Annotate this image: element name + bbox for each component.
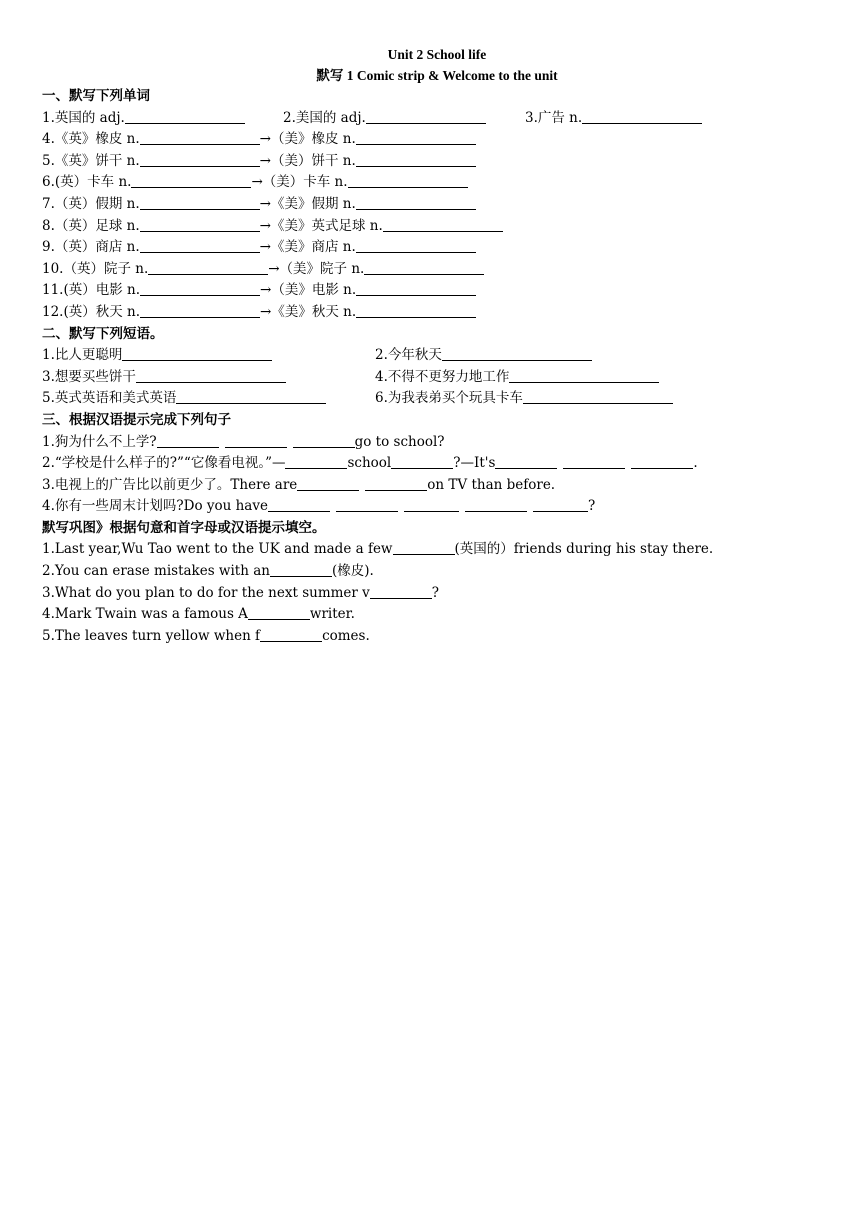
answer-blank[interactable] xyxy=(356,195,476,210)
item-label: 6.为我表弟买个玩具卡车 xyxy=(375,390,523,407)
item-label: 5.英式英语和美式英语 xyxy=(42,390,177,407)
answer-blank[interactable] xyxy=(356,281,476,296)
answer-blank[interactable] xyxy=(356,238,476,253)
vocab-pair-row xyxy=(42,194,832,216)
answer-blank[interactable] xyxy=(297,476,359,491)
sentence-3 xyxy=(42,475,832,497)
item-label: 7.（英）假期 n. xyxy=(42,195,140,212)
answer-blank[interactable] xyxy=(136,368,286,383)
item-label: →（美》橡皮 n. xyxy=(259,131,356,148)
answer-blank[interactable] xyxy=(391,454,453,469)
answer-blank[interactable] xyxy=(442,346,592,361)
sentence-text: (橡皮). xyxy=(331,563,374,580)
sentence-text: school xyxy=(347,455,392,472)
sentence-text: 4.Mark Twain was a famous A xyxy=(42,606,248,623)
answer-blank[interactable] xyxy=(293,433,355,448)
sentence-text: ?—It's xyxy=(453,455,496,472)
sentence-text: on TV than before. xyxy=(427,476,556,493)
item-label: 4.《英》橡皮 n. xyxy=(42,131,140,148)
vocab-pair-row xyxy=(42,216,832,238)
answer-blank[interactable] xyxy=(365,476,427,491)
answer-blank[interactable] xyxy=(383,217,503,232)
answer-blank[interactable] xyxy=(366,109,486,124)
answer-blank[interactable] xyxy=(125,109,245,124)
item-label: 5.《英》饼干 n. xyxy=(42,152,140,169)
item-label: →（美》院子 n. xyxy=(268,260,365,277)
sentence-text: 2.“学校是什么样子的?”“它像看电视。”— xyxy=(42,455,286,472)
section3-heading: 三、根据汉语提示完成下列句子 xyxy=(42,411,231,428)
phrase-row xyxy=(42,345,832,367)
answer-blank[interactable] xyxy=(140,238,260,253)
item-label: 2.美国的 adj. xyxy=(283,109,366,126)
item-label: 8.（英）足球 n. xyxy=(42,217,140,234)
exercise-3 xyxy=(42,583,832,605)
sentence-text: ? xyxy=(431,584,440,601)
sentence-text: . xyxy=(693,455,698,472)
exercise-4 xyxy=(42,604,832,626)
item-label: →（美》电影 n. xyxy=(260,282,357,299)
answer-blank[interactable] xyxy=(131,173,251,188)
sentence-text: (英国的）friends during his stay there. xyxy=(454,541,714,558)
item-label: →（美）饼干 n. xyxy=(259,152,356,169)
answer-blank[interactable] xyxy=(563,454,625,469)
exercise-2 xyxy=(42,561,832,583)
sentence-4 xyxy=(42,496,832,518)
vocab-pairs xyxy=(42,129,832,323)
item-label: →《美》秋天 n. xyxy=(260,303,357,320)
exercise-5 xyxy=(42,626,832,648)
answer-blank[interactable] xyxy=(225,433,287,448)
answer-blank[interactable] xyxy=(533,497,588,512)
answer-blank[interactable] xyxy=(140,303,260,318)
item-label: →《美》商店 n. xyxy=(259,239,356,256)
answer-blank[interactable] xyxy=(356,152,476,167)
sentence-text: 2.You can erase mistakes with an xyxy=(42,563,270,580)
item-label: 4.不得不更努力地工作 xyxy=(375,368,510,385)
answer-blank[interactable] xyxy=(370,584,432,599)
phrase-rows xyxy=(42,345,832,410)
vocab-pair-row xyxy=(42,237,832,259)
item-label: 9.（英）商店 n. xyxy=(42,239,140,256)
item-label: 6.(英）卡车 n. xyxy=(42,174,132,191)
vocab-pair-row xyxy=(42,129,832,151)
sentence-text: 1.Last year,Wu Tao went to the UK and made a few xyxy=(42,541,393,558)
answer-blank[interactable] xyxy=(364,260,484,275)
answer-blank[interactable] xyxy=(356,303,476,318)
sentence-text: 3.电视上的广告比以前更少了。There are xyxy=(42,476,298,493)
answer-blank[interactable] xyxy=(631,454,693,469)
answer-blank[interactable] xyxy=(176,389,326,404)
item-label: 1.比人更聪明 xyxy=(42,347,123,364)
vocab-pair-row xyxy=(42,302,832,324)
vocab-pair-row xyxy=(42,259,832,281)
section4-heading: 默写巩图》根据句意和首字母或汉语提示填空。 xyxy=(42,519,326,536)
sentence-text: 1.狗为什么不上学? xyxy=(42,433,157,450)
answer-blank[interactable] xyxy=(356,130,476,145)
sentence-text: 3.What do you plan to do for the next summer v xyxy=(42,584,370,601)
section1-heading: 一、默写下列单词 xyxy=(42,88,150,104)
sentence-text: writer. xyxy=(309,606,355,623)
item-label: →（美）卡车 n. xyxy=(251,174,348,191)
item-label: 2.今年秋天 xyxy=(375,347,442,364)
answer-blank[interactable] xyxy=(260,627,322,642)
answer-blank[interactable] xyxy=(140,130,260,145)
section2-heading: 二、默写下列短语。 xyxy=(42,325,164,342)
item-label: 12.(英）秋天 n. xyxy=(42,303,141,320)
item-label: 10.（英）院子 n. xyxy=(42,260,149,277)
answer-blank[interactable] xyxy=(495,454,557,469)
answer-blank[interactable] xyxy=(404,497,459,512)
phrase-row xyxy=(42,388,832,410)
answer-blank[interactable] xyxy=(140,217,260,232)
exercise-1 xyxy=(42,539,832,561)
sentence-1 xyxy=(42,432,832,454)
answer-blank[interactable] xyxy=(523,389,673,404)
answer-blank[interactable] xyxy=(285,454,347,469)
answer-blank[interactable] xyxy=(336,497,398,512)
answer-blank[interactable] xyxy=(148,260,268,275)
sentence-2 xyxy=(42,453,832,475)
answer-blank[interactable] xyxy=(270,562,332,577)
sentence-text: comes. xyxy=(322,627,370,644)
sentence-text: 4.你有一些周末计划吗?Do you have xyxy=(42,498,268,515)
sentence-text: 5.The leaves turn yellow when f xyxy=(42,627,261,644)
vocab-pair-row xyxy=(42,280,832,302)
item-label: 1.英国的 adj. xyxy=(42,109,125,126)
vocab-pair-row xyxy=(42,151,832,173)
item-label: →《美》假期 n. xyxy=(259,195,356,212)
sentence-text: go to school? xyxy=(354,433,445,450)
answer-blank[interactable] xyxy=(465,497,527,512)
answer-blank[interactable] xyxy=(140,195,260,210)
page-title: Unit 2 School life xyxy=(387,47,487,62)
answer-blank[interactable] xyxy=(248,605,310,620)
vocab-pair-row xyxy=(42,172,832,194)
answer-blank[interactable] xyxy=(348,173,468,188)
worksheet xyxy=(42,44,832,647)
answer-blank[interactable] xyxy=(157,433,219,448)
answer-blank[interactable] xyxy=(268,497,330,512)
item-label: 3.想要买些饼干 xyxy=(42,368,136,385)
answer-blank[interactable] xyxy=(509,368,659,383)
item-label: 11.(英）电影 n. xyxy=(42,282,141,299)
answer-blank[interactable] xyxy=(393,540,455,555)
vocab-row-1 xyxy=(42,108,832,130)
page-subtitle: 默写 1 Comic strip & Welcome to the unit xyxy=(316,68,558,83)
answer-blank[interactable] xyxy=(140,281,260,296)
sentence-text: ? xyxy=(587,498,596,515)
phrase-row xyxy=(42,367,832,389)
item-label: →《美》英式足球 n. xyxy=(259,217,383,234)
answer-blank[interactable] xyxy=(140,152,260,167)
answer-blank[interactable] xyxy=(122,346,272,361)
answer-blank[interactable] xyxy=(582,109,702,124)
item-label: 3.广告 n. xyxy=(525,109,583,126)
